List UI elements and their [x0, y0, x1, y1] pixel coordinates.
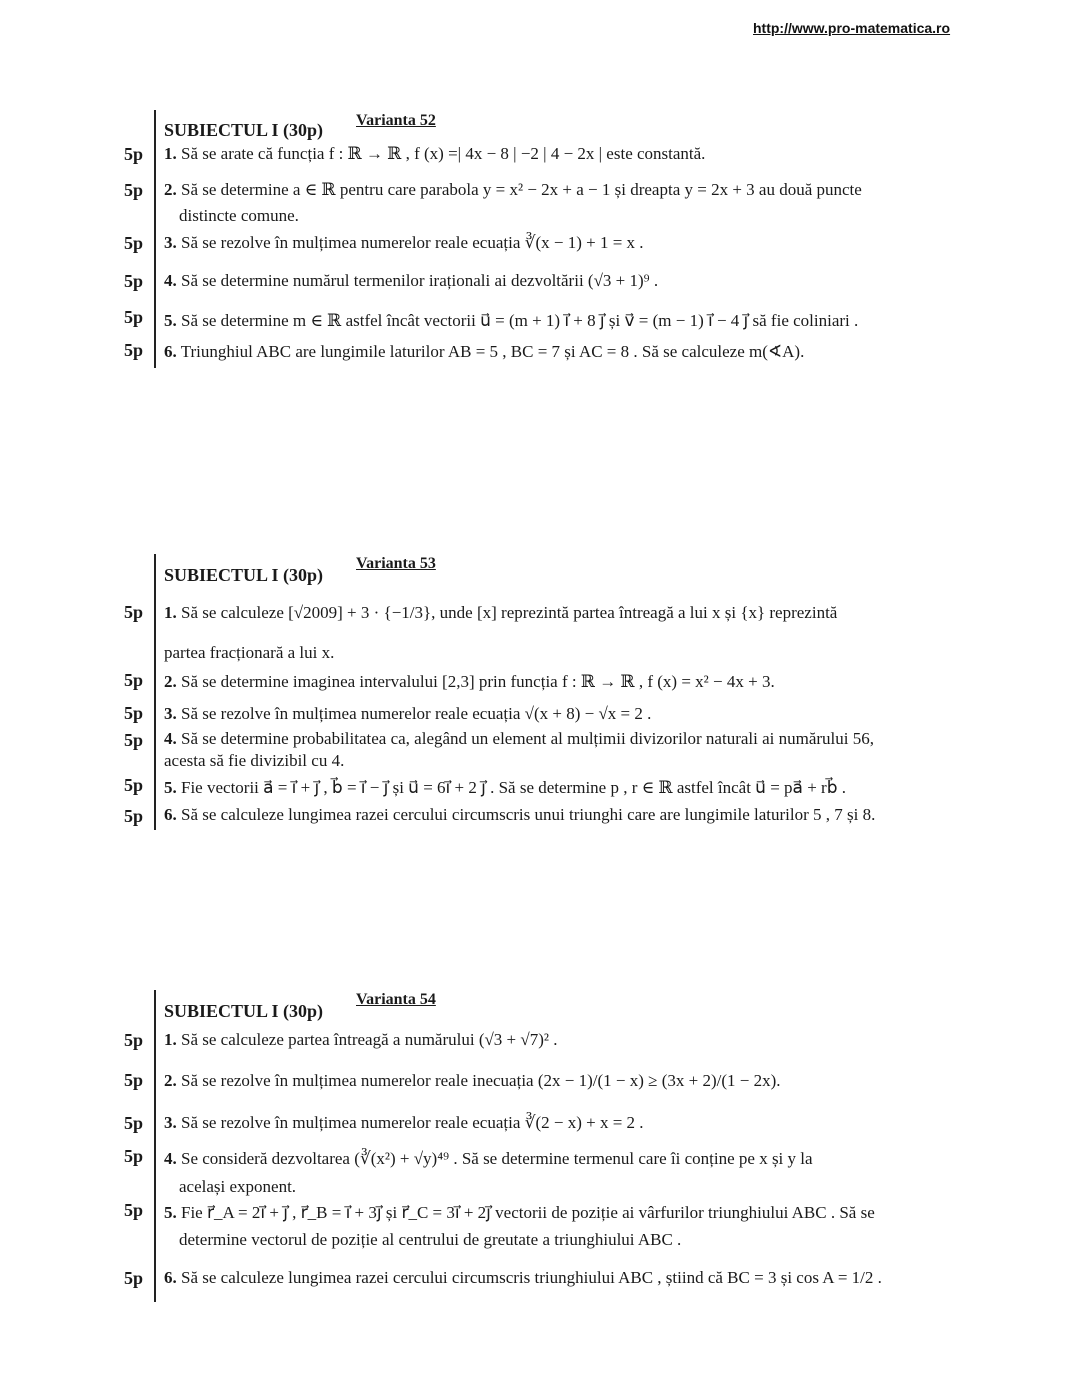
item-points: 5p — [124, 271, 144, 291]
item-points: 5p — [124, 340, 144, 360]
variant-title: Varianta 54 — [356, 991, 436, 1008]
item-points: 5p — [124, 233, 144, 253]
item-number: 3. — [164, 233, 177, 252]
item-text: Să se calculeze lungimea razei cercului circumscris triunghiului ABC , știind că BC = 3 și cos A = 1/2 . — [181, 1268, 882, 1287]
item-text: Să se determine probabilitatea ca, alegând un element al mulțimii divizorilor naturali ai numărului 56, — [181, 729, 874, 748]
item-number: 5. — [164, 311, 177, 330]
exercise-item — [164, 1071, 781, 1091]
subject-heading: SUBIECTUL I (30p) — [164, 120, 324, 140]
exercise-item — [164, 672, 775, 692]
item-points: 5p — [124, 1030, 144, 1050]
item-text: Fie vectorii a⃗ = i⃗ + j⃗ , b⃗ = i⃗ − j⃗ și u⃗ = 6i⃗ + 2 j⃗ . Să se determine p , r ∈ ℝ astfel încât u⃗ = pa⃗ + rb⃗ . — [181, 778, 847, 797]
item-points: 5p — [124, 602, 144, 622]
variant-title: Varianta 53 — [356, 555, 436, 572]
exercise-item — [164, 311, 858, 331]
variant-title: Varianta 52 — [356, 112, 436, 129]
item-points: 5p — [124, 730, 144, 750]
item-number: 6. — [164, 1268, 177, 1287]
exercise-item — [164, 271, 658, 291]
item-number: 6. — [164, 342, 177, 361]
item-continuation: determine vectorul de poziție al centrului de greutate a triunghiului ABC . — [179, 1230, 682, 1249]
item-points: 5p — [124, 806, 144, 826]
item-points: 5p — [124, 1200, 144, 1220]
exercise-item — [164, 1203, 875, 1223]
item-number: 5. — [164, 1203, 177, 1222]
section-divider — [154, 554, 156, 830]
exercise-item — [164, 1113, 644, 1133]
exercise-item — [164, 1149, 813, 1169]
item-points: 5p — [124, 670, 144, 690]
section-divider — [154, 110, 156, 368]
item-points: 5p — [124, 1146, 144, 1166]
item-number: 6. — [164, 805, 177, 824]
exercise-item — [164, 180, 862, 200]
item-number: 3. — [164, 704, 177, 723]
item-number: 1. — [164, 603, 177, 622]
item-text: Să se arate că funcția f : ℝ → ℝ , f (x) =| 4x − 8 | −2 | 4 − 2x | este constantă. — [181, 144, 706, 163]
item-text: Să se determine a ∈ ℝ pentru care parabola y = x² − 2x + a − 1 și dreapta y = 2x + 3 au două puncte — [181, 180, 862, 199]
exercise-item — [164, 729, 874, 749]
item-points: 5p — [124, 1268, 144, 1288]
exercise-item — [164, 778, 846, 798]
item-points: 5p — [124, 144, 144, 164]
item-points: 5p — [124, 307, 144, 327]
item-number: 4. — [164, 729, 177, 748]
item-text: Să se determine numărul termenilor iraționali ai dezvoltării (√3 + 1)⁹ . — [181, 271, 659, 290]
item-number: 5. — [164, 778, 177, 797]
exercise-item — [164, 603, 837, 623]
item-text: Fie r⃗_A = 2i⃗ + j⃗ , r⃗_B = i⃗ + 3j⃗ și r⃗_C = 3i⃗ + 2j⃗ vectorii de poziție ai vârfurilor triunghiului ABC . Să se — [181, 1203, 875, 1222]
exercise-item — [164, 1268, 882, 1288]
item-number: 1. — [164, 144, 177, 163]
exercise-item — [164, 233, 644, 253]
item-text: Să se rezolve în mulțimea numerelor reale ecuația ∛(x − 1) + 1 = x . — [181, 233, 644, 252]
item-continuation: acesta să fie divizibil cu 4. — [164, 751, 345, 770]
item-text: Să se determine m ∈ ℝ astfel încât vectorii u⃗ = (m + 1) i⃗ + 8 j⃗ și v⃗ = (m − 1) i⃗ − 4 j⃗ să fie coliniari . — [181, 311, 859, 330]
item-text: Să se calculeze partea întreagă a numărului (√3 + √7)² . — [181, 1030, 558, 1049]
item-number: 3. — [164, 1113, 177, 1132]
item-text: Să se rezolve în mulțimea numerelor reale ecuația √(x + 8) − √x = 2 . — [181, 704, 652, 723]
item-continuation: același exponent. — [179, 1177, 297, 1196]
exercise-item — [164, 342, 804, 362]
site-url-link[interactable]: http://www.pro-matematica.ro — [753, 20, 951, 36]
item-points: 5p — [124, 775, 144, 795]
exercise-item — [164, 1030, 557, 1050]
item-number: 1. — [164, 1030, 177, 1049]
section-divider — [154, 990, 156, 1302]
item-number: 2. — [164, 672, 177, 691]
item-text: Triunghiul ABC are lungimile laturilor AB = 5 , BC = 7 și AC = 8 . Să se calculeze m(∢A). — [180, 342, 805, 361]
item-points: 5p — [124, 1070, 144, 1090]
item-text: Să se determine imaginea intervalului [2,3] prin funcția f : ℝ → ℝ , f (x) = x² − 4x + 3. — [181, 672, 775, 691]
subject-heading: SUBIECTUL I (30p) — [164, 1001, 324, 1021]
item-number: 4. — [164, 1149, 177, 1168]
item-text: Să se calculeze [√2009] + 3 · {−1/3}, unde [x] reprezintă partea întreagă a lui x și {x} reprezintă — [181, 603, 838, 622]
exercise-item — [164, 805, 875, 825]
exercise-item — [164, 144, 705, 164]
item-text: Se consideră dezvoltarea (∛(x²) + √y)⁴⁹ . Să se determine termenul care îi conține pe x și y la — [181, 1149, 813, 1168]
exercise-item — [164, 704, 651, 724]
item-number: 4. — [164, 271, 177, 290]
subject-heading: SUBIECTUL I (30p) — [164, 565, 324, 585]
item-points: 5p — [124, 1113, 144, 1133]
item-continuation: distincte comune. — [179, 206, 299, 225]
item-points: 5p — [124, 703, 144, 723]
item-number: 2. — [164, 1071, 177, 1090]
item-number: 2. — [164, 180, 177, 199]
item-points: 5p — [124, 180, 144, 200]
item-text: Să se rezolve în mulțimea numerelor reale inecuația (2x − 1)/(1 − x) ≥ (3x + 2)/(1 − 2x). — [181, 1071, 781, 1090]
item-text: Să se rezolve în mulțimea numerelor reale ecuația ∛(2 − x) + x = 2 . — [181, 1113, 644, 1132]
item-text: Să se calculeze lungimea razei cercului circumscris unui triunghi care are lungimile laturilor 5 , 7 și 8. — [181, 805, 876, 824]
item-continuation: partea fracționară a lui x. — [164, 643, 335, 662]
